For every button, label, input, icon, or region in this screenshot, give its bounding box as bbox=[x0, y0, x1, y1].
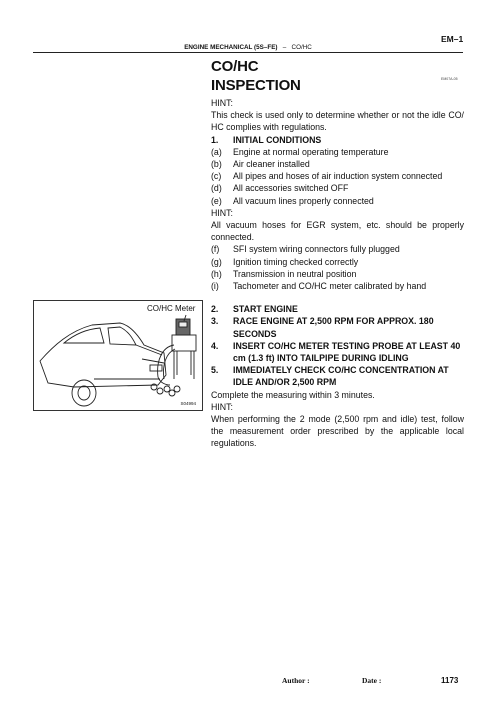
hint-label: HINT: bbox=[211, 98, 233, 108]
hint2-label: HINT: bbox=[211, 207, 233, 218]
section-separator: – bbox=[282, 44, 287, 51]
step-2 bbox=[211, 303, 464, 315]
hint2-text: All vacuum hoses for EGR system, etc. should be properly connected. bbox=[211, 220, 464, 243]
footer-page-number: 1173 bbox=[441, 676, 459, 685]
section-title: ENGINE MECHANICAL (5S–FE) bbox=[184, 44, 278, 51]
condition-text: SFI system wiring connectors fully plugged bbox=[233, 244, 400, 255]
hint3-label: HINT: bbox=[211, 401, 233, 412]
step-label: INITIAL CONDITIONS bbox=[233, 134, 322, 145]
figure-code: S04994 bbox=[180, 401, 196, 406]
header-rule bbox=[33, 52, 463, 53]
condition-i bbox=[211, 280, 464, 292]
step-number: 4. bbox=[211, 340, 219, 351]
step-label: IMMEDIATELY CHECK CO/HC CONCENTRATION AT IDLE AND/OR 2,500 RPM bbox=[233, 365, 449, 388]
hint3-text: When performing the 2 mode (2,500 rpm and idle) test, follow the measurement order prescribed by the applicable local regulations. bbox=[211, 414, 464, 449]
condition-text: Air cleaner installed bbox=[233, 159, 310, 170]
step-number: 1. bbox=[211, 134, 219, 145]
condition-letter: (h) bbox=[211, 268, 222, 279]
step-1 bbox=[211, 134, 464, 146]
condition-letter: (a) bbox=[211, 146, 222, 157]
car-meter-drawing bbox=[34, 301, 203, 411]
hint-text: This check is used only to determine whether or not the idle CO/ HC complies with regulations. bbox=[211, 110, 464, 133]
condition-text: All accessories switched OFF bbox=[233, 183, 349, 194]
condition-text: All vacuum lines properly connected bbox=[233, 195, 374, 206]
footer-date: Date : bbox=[362, 676, 382, 685]
section-subtitle: CO/HC bbox=[291, 44, 312, 51]
figure-label: CO/HC Meter bbox=[147, 304, 196, 313]
condition-text: All pipes and hoses of air induction system connected bbox=[233, 171, 443, 182]
co-hc-meter-illustration bbox=[33, 300, 203, 411]
condition-letter: (i) bbox=[211, 281, 219, 292]
step-number: 3. bbox=[211, 316, 219, 327]
condition-text: Engine at normal operating temperature bbox=[233, 146, 389, 157]
condition-text: Ignition timing checked correctly bbox=[233, 256, 359, 267]
section-header bbox=[0, 44, 496, 51]
step-4 bbox=[211, 340, 464, 364]
step-3 bbox=[211, 315, 464, 339]
step-5 bbox=[211, 364, 464, 388]
step-number: 5. bbox=[211, 365, 219, 376]
page-subtitle: INSPECTION bbox=[211, 77, 301, 94]
condition-d bbox=[211, 182, 464, 194]
step-label: RACE ENGINE AT 2,500 RPM FOR APPROX. 180 SECONDS bbox=[233, 316, 434, 339]
content-column bbox=[211, 97, 464, 450]
condition-letter: (b) bbox=[211, 159, 222, 170]
condition-c bbox=[211, 170, 464, 182]
step-number: 2. bbox=[211, 304, 219, 315]
condition-letter: (e) bbox=[211, 195, 222, 206]
condition-h bbox=[211, 268, 464, 280]
step-label: INSERT CO/HC METER TESTING PROBE AT LEAST 40 cm (1.3 ft) INTO TAILPIPE DURING IDLING bbox=[233, 340, 461, 364]
complete-text: Complete the measuring within 3 minutes. bbox=[211, 389, 375, 400]
condition-f bbox=[211, 243, 464, 255]
condition-b bbox=[211, 158, 464, 170]
condition-g bbox=[211, 256, 464, 268]
spacer bbox=[211, 292, 464, 303]
reference-code: EM07A-05 bbox=[441, 77, 458, 81]
condition-letter: (g) bbox=[211, 256, 222, 267]
page-code: EM–1 bbox=[441, 34, 464, 44]
condition-letter: (d) bbox=[211, 183, 222, 194]
condition-text: Transmission in neutral position bbox=[233, 268, 357, 279]
condition-text: Tachometer and CO/HC meter calibrated by hand bbox=[233, 281, 427, 292]
condition-e bbox=[211, 195, 464, 207]
footer-author: Author : bbox=[282, 676, 310, 685]
condition-a bbox=[211, 146, 464, 158]
page-title: CO/HC bbox=[211, 58, 259, 75]
step-label: START ENGINE bbox=[233, 304, 298, 315]
condition-letter: (f) bbox=[211, 244, 220, 255]
condition-letter: (c) bbox=[211, 171, 222, 182]
